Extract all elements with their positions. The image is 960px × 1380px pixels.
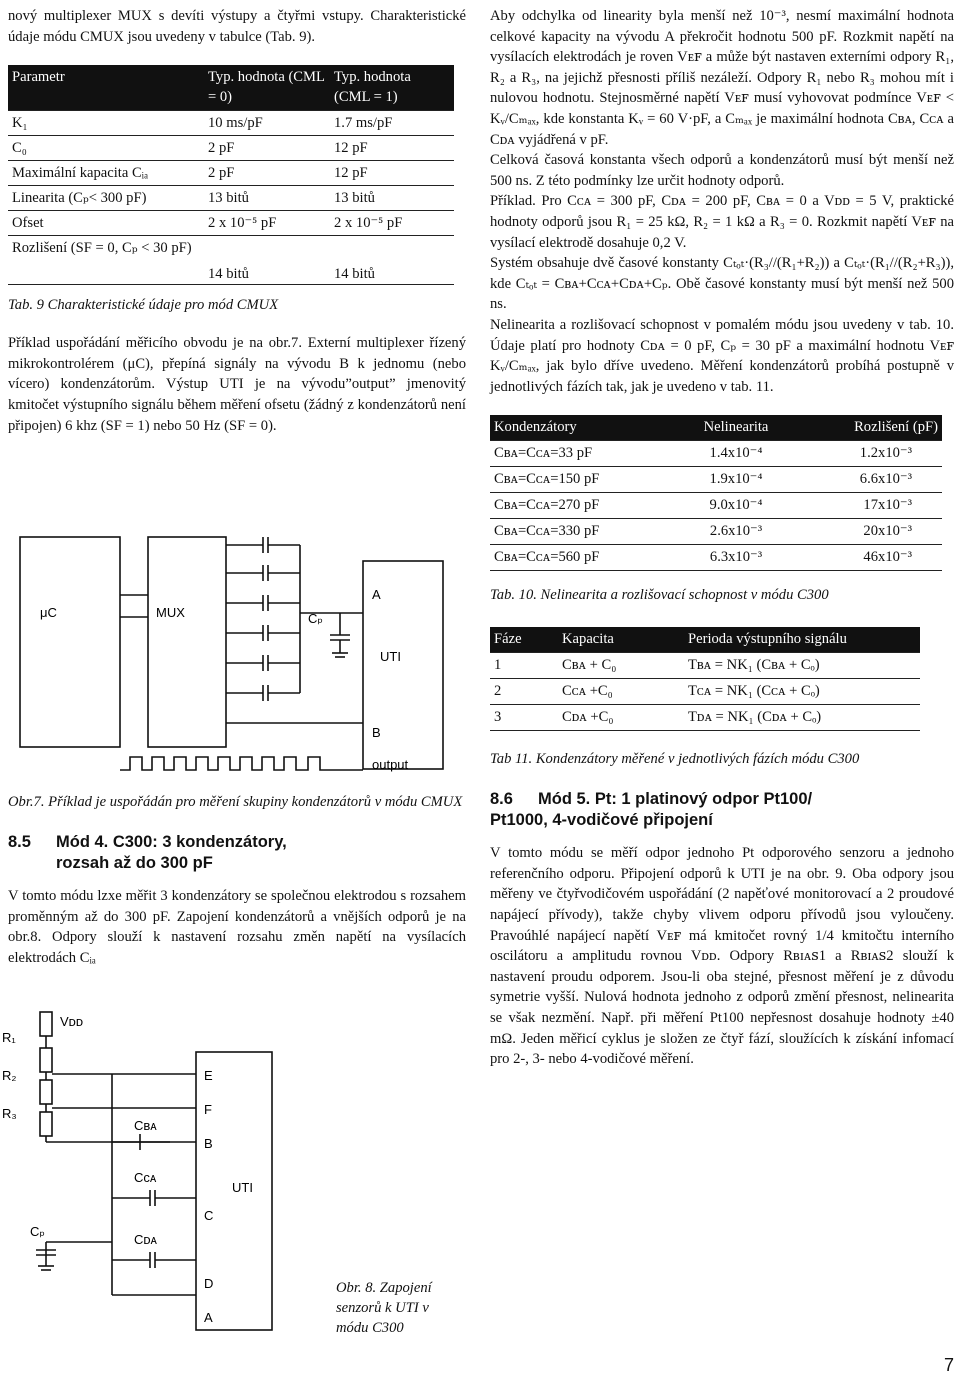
tab9-cell: 13 bitů [330,186,454,211]
tab10-cell: 6.6x10⁻³ [804,467,942,493]
fig8-r2-label: R₂ [2,1068,17,1083]
tab9-cell: C₀ [8,136,204,161]
fig8-cba-label: Cʙᴀ [134,1118,157,1133]
tab9-cell: Maximální kapacita Cᵢₐ [8,161,204,186]
tab9-cell: 10 ms/pF [204,111,330,136]
tab10-cell: Cʙᴀ=Cᴄᴀ=560 pF [490,545,668,571]
tab10-cell: 6.3x10⁻³ [668,545,804,571]
table-row [490,705,920,731]
tab11-cell: 1 [490,653,558,679]
fig8-uti-label: UTI [232,1180,253,1195]
section-8-6-number: 8.6 [490,790,513,809]
tab10-cell: 1.4x10⁻⁴ [668,441,804,467]
tab9-cell: 2 x 10⁻⁵ pF [330,211,454,236]
tab11-cell: Cᴅᴀ +C₀ [558,705,684,731]
tab9-cell: Ofset [8,211,204,236]
paragraph-mode5: V tomto módu se měří odpor jednoho Pt odporového senzoru a jednoho referenčního odporu. Připojení odporů k UTI je na obr. 9. Oba odpory jsou měřeny ve čtyřvodičovém uspořádání (2 napěťové monitorovací a 2 proudové napájecí přívody), takže chyby vlivem odporu přívodů jsou vyloučeny. Pravoúhlé napájecí napětí Vᴇꜰ má kmitočet rovný 1/4 kmitočtu interního oscilátoru a amplitudu rovnou Vᴅᴅ. Odpory Rʙɪᴀꜱ1 a Rʙɪᴀꜱ2 slouží k nastavení proudu odporem. Jsou-li oba stejné, přesnost měření je z důvodu symetrie vyšší. Nulová hodnota jednoho z odporů změní přesnost, nelinearita se však nezmění. Např. při měření Pt100 nepřesnost dosahuje hodnoty ±40 mΩ. Jeden měřicí cyklus je složen ze čtyř fází, sloužících k získání infomací pro 2-, 3- nebo 4-vodičové měření. [490,845,954,1068]
paragraph-nonlinearity: Nelinearita a rozlišovací schopnost v pomalém módu jsou uvedeny v tab. 10. Údaje platí pro hodnoty Cᴅᴀ = 0 pF, Cₚ = 30 pF a maximální hodnotu Vᴇꜰ Kᵥ/Cₘₐₓ, jak bylo dříve uvedeno. Měření kondenzátorů probíhá postupně v jednotlivých fázích tak, jak je uvedeno v tab. 11. [490,316,954,395]
tab11-header-row [490,627,920,653]
fig7-uti-label: UTI [380,649,401,664]
tab11-header-phase: Fáze [490,627,558,653]
paragraph-example: Příklad. Pro Cᴄᴀ = 300 pF, Cᴅᴀ = 200 pF, Cʙᴀ = 0 a Vᴅᴅ = 5 V, praktické hodnoty odporů jsou R₁ = 25 kΩ, R₂ = 1 kΩ a R₃ = 0. Rozkmit napětí Vᴇꜰ na vysílací elektrodě dosahuje 0,2 V. [490,193,954,251]
tab9-cell: 2 x 10⁻⁵ pF [204,211,330,236]
table-row [8,211,454,236]
table-row [8,136,454,161]
table-row [490,519,942,545]
tab9-cell: 12 pF [330,161,454,186]
tab9-header-cml1: Typ. hodnota (CML = 1) [330,65,454,111]
fig8-vdd-label: Vᴅᴅ [60,1014,84,1029]
fig8-a-label: A [204,1310,213,1325]
table-row [490,653,920,679]
table-row [8,236,454,285]
tab10-cell: 1.2x10⁻³ [804,441,942,467]
tab9-cell: 13 bitů [204,186,330,211]
tab9-cell: 14 bitů [204,236,330,285]
table-row [8,161,454,186]
tab11-cell: Tʙᴀ = NK₁ (Cʙᴀ + Cₒ) [684,653,920,679]
fig8-caption: Obr. 8. Zapojení senzorů k UTI v módu C300 [336,1280,432,1336]
fig8-e-label: E [204,1068,213,1083]
fig7-output-label: output [372,757,409,772]
fig8-cda-label: Cᴅᴀ [134,1232,158,1247]
left-column [8,6,466,436]
section-8-5-number: 8.5 [8,833,31,851]
tab10-table [490,415,942,571]
paragraph-linearity: Aby odchylka od linearity byla menší než 10⁻³, nesmí maximální hodnota celkové kapacity na vývodu A překročit hodnotu 500 pF. Rozkmit napětí na vysílacích elektrodách je roven Vᴇꜰ a může být nastaven externími odpory R₁, R₂ a R₃, na jejichž přesnosti příliš nezáleží. Odpory R₁ nebo R₃ mohou mít i nulovou hodnotu. Stejnosměrné napětí Vᴇꜰ musí vyhovovat podmínce Vᴇꜰ < Kᵥ/Cₘₐₓ, kde konstanta Kᵥ = 60 V·pF, a Cₘₐₓ je maximální hodnota Cʙᴀ, Cᴄᴀ a Cᴅᴀ vyjádřená v pF. [490,8,954,148]
tab10-cell: 46x10⁻³ [804,545,942,571]
tab9-header-param: Parametr [8,65,204,111]
tab11-cell: 2 [490,679,558,705]
fig8-cca-label: Cᴄᴀ [134,1170,157,1185]
tab9-caption: Tab. 9 Charakteristické údaje pro mód CMUX [8,297,279,314]
table-row [8,111,454,136]
tab11-table [490,627,920,731]
section-8-5-heading [8,832,466,874]
tab10-cell: Cʙᴀ=Cᴄᴀ=270 pF [490,493,668,519]
left-column-lower [8,792,466,968]
paragraph-mode4: V tomto módu lzxe měřit 3 kondenzátory se společnou elektrodou s rozsahem proměnným až do 300 pF. Zapojení kondenzátorů a vnějších odporů je na obr.8. Odpory slouží k nastavení rozsahu změn napětí na vysílacích elektrodách Cᵢₐ [8,888,466,966]
tab10-header-nonlinearity: Nelinearita [668,415,804,441]
tab9-cell: 14 bitů [330,236,454,285]
tab9-header-row [8,65,454,111]
table-row [490,679,920,705]
tab9-cell: Rozlišení (SF = 0, Cₚ < 30 pF) [8,236,204,285]
tab9-cell: 2 pF [204,161,330,186]
table-row [490,493,942,519]
table-row [8,186,454,211]
tab11-cell: Tᴅᴀ = NK₁ (Cᴅᴀ + Cₒ) [684,705,920,731]
tab10-cell: Cʙᴀ=Cᴄᴀ=330 pF [490,519,668,545]
tab10-header-capacitors: Kondenzátory [490,415,668,441]
fig8-r3-label: R₃ [2,1106,17,1121]
tab11-cell: Cʙᴀ + C₀ [558,653,684,679]
tab9-cell: Linearita (Cₚ< 300 pF) [8,186,204,211]
tab10-header-row [490,415,942,441]
section-8-5-title-line2: rozsah až do 300 pF [56,854,213,872]
tab10-caption: Tab. 10. Nelinearita a rozlišovací schopnost v módu C300 [490,587,829,604]
fig8-c-label: C [204,1208,214,1223]
page-number: 7 [943,1355,954,1375]
right-column [490,6,954,1070]
tab10-cell: Cʙᴀ=Cᴄᴀ=33 pF [490,441,668,467]
section-8-6-title-line1: Mód 5. Pt: 1 platinový odpor Pt100/ [538,790,813,809]
paragraph-fig7-description: Příklad uspořádání měřicího obvodu je na obr.7. Externí multiplexer řízený mikrokontrolérem (μC), přepíná signály na vývodu B k jednomu (nebo vícero) kondenzátorům. Výstup UTI je na vývodu”output” jmenovitý kmitočet výstupního signálu během měření ofsetu (žádný z kondenzátorů není připojen) 6 khz (SF = 1) nebo 50 Hz (SF = 0). [8,335,466,434]
tab10-cell: 20x10⁻³ [804,519,942,545]
fig8-d-label: D [204,1276,214,1291]
figure7-diagram [18,525,448,785]
figure8-diagram [0,1010,300,1332]
tab9-header-cml0: Typ. hodnota (CML = 0) [204,65,330,111]
fig7-a-label: A [372,587,381,602]
table-row [490,467,942,493]
tab11-cell: Cᴄᴀ +C₀ [558,679,684,705]
intro-paragraph: nový multiplexer MUX s devíti výstupy a čtyřmi vstupy. Charakteristické údaje módu CMUX jsou uvedeny v tabulce (Tab. 9). [8,8,466,45]
fig8-r1-label: R₁ [2,1030,16,1045]
section-8-6-heading [490,789,954,831]
tab9-table [8,65,454,285]
fig7-uc-label: μC [40,605,57,620]
fig7-caption: Obr.7. Příklad je uspořádán pro měření skupiny kondenzátorů v módu CMUX [8,794,463,810]
section-8-5-title-line1: Mód 4. C300: 3 kondenzátory, [56,833,287,851]
table-row [490,545,942,571]
tab10-header-resolution: Rozlišení (pF) [804,415,942,441]
tab10-cell: Cʙᴀ=Cᴄᴀ=150 pF [490,467,668,493]
tab9-cell: K₁ [8,111,204,136]
tab10-cell: 9.0x10⁻⁴ [668,493,804,519]
fig7-b-label: B [372,725,381,740]
fig7-mux-label: MUX [156,605,185,620]
table-row [490,441,942,467]
fig8-b-label: B [204,1136,213,1151]
paragraph-two-constants: Systém obsahuje dvě časové konstanty Cₜₒₜ·(R₃//(R₁+R₂)) a Cₜₒₜ·(R₁//(R₂+R₃)), kde Cₜₒₜ = Cʙᴀ+Cᴄᴀ+Cᴅᴀ+Cₚ. Obě časové konstanty musí být menší než 500 ns. [490,255,954,313]
fig8-f-label: F [204,1102,212,1117]
tab11-cell: Tᴄᴀ = NK₁ (Cᴄᴀ + Cₒ) [684,679,920,705]
tab9-cell: 1.7 ms/pF [330,111,454,136]
tab11-cell: 3 [490,705,558,731]
tab11-caption: Tab 11. Kondenzátory měřené v jednotlivých fázích módu C300 [490,751,860,768]
tab10-cell: 2.6x10⁻³ [668,519,804,545]
tab11-header-period: Perioda výstupního signálu [684,627,920,653]
section-8-6-title-line2: Pt1000, 4-vodičové připojení [490,811,713,830]
tab9-cell: 2 pF [204,136,330,161]
tab11-header-capacity: Kapacita [558,627,684,653]
fig8-cp-label: Cₚ [30,1224,45,1239]
tab10-cell: 17x10⁻³ [804,493,942,519]
fig7-cp-label: Cₚ [308,611,323,626]
tab10-cell: 1.9x10⁻⁴ [668,467,804,493]
tab9-cell: 12 pF [330,136,454,161]
paragraph-time-constant: Celková časová konstanta všech odporů a kondenzátorů musí být menší než 500 ns. Z této podmínky lze určit hodnoty odporů. [490,152,954,189]
